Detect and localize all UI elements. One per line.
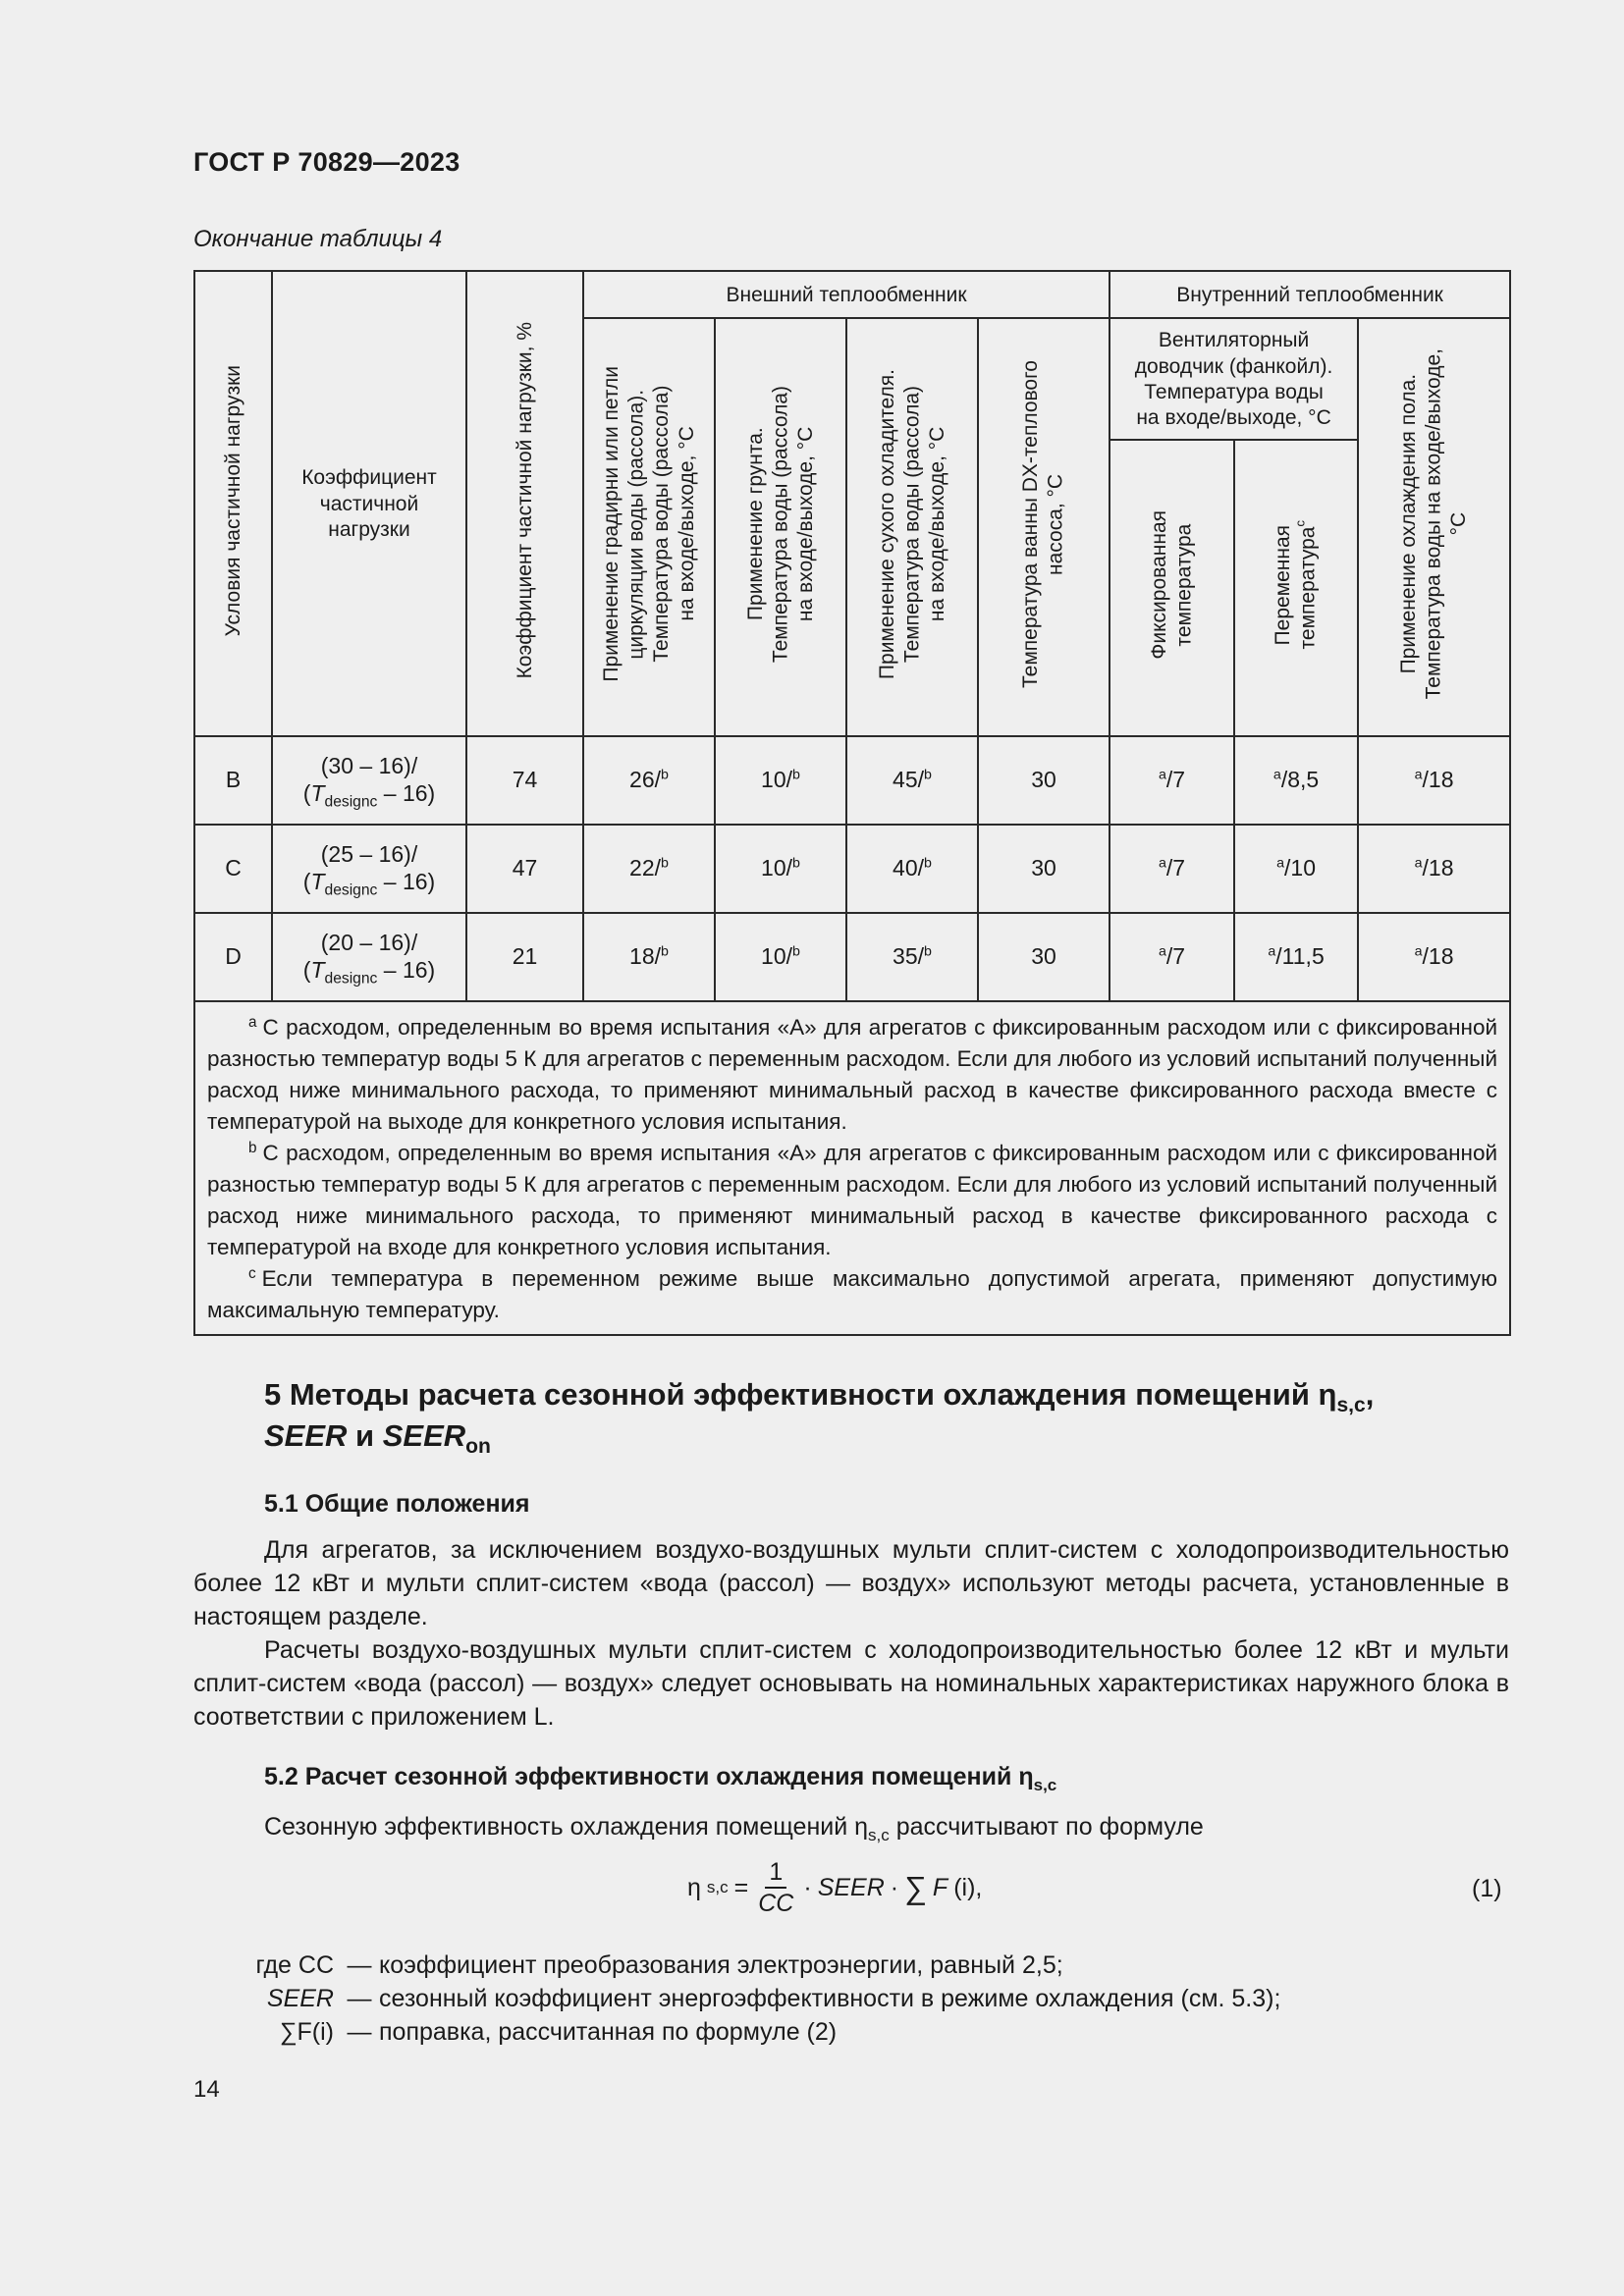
fraction: $\frac{1}{CC}$ [758, 1858, 794, 1917]
header-ground: Применение грунта. Температура воды (рассола) на входе/выходе, °С [715, 318, 846, 736]
header-inner-exchanger: Внутренний теплообменник [1110, 271, 1510, 318]
table-4 [193, 270, 1511, 1336]
header-tower: Применение градирни или петли циркуляции воды (рассола). Температура воды (рассола) на входе/выходе, °С [583, 318, 715, 736]
table-row: B (30 – 16)/ $(T_{designc} - 16)$ 74 26/$^b$ 10/$^b$ 45/$^b$ 30 $^a$/7 $^a$/8,5 $^a$/18 [194, 736, 1510, 825]
definitions-list [196, 1949, 1280, 2049]
list-item: где CC — коэффициент преобразования электроэнергии, равный 2,5; [255, 1951, 1063, 1979]
formula-intro: Сезонную эффективность охлаждения помещений $\eta_{s,c}$ рассчитывают по формуле [264, 1813, 1204, 1844]
header-drycooler: Применение сухого охладителя. Температура воды (рассола) на входе/выходе, °С [846, 318, 978, 736]
subsection-5-1-title: 5.1 Общие положения [264, 1490, 530, 1518]
paragraph-1: Для агрегатов, за исключением воздухо-воздушных мульти сплит-систем с холодопроизводительностью более 12 кВт и мульти сплит-систем «вода (рассол) — воздух» используют методы расчета, установленные в настоящем разделе. [193, 1536, 1509, 1630]
header-fixed: Фиксированная температура [1110, 440, 1234, 736]
header-coefficient: Коэффициент частичной нагрузки [272, 271, 466, 736]
footnote-c: $^c$ Если температура в переменном режиме выше максимально допустимой агрегата, применяют допустимую максимальную температуру. [207, 1264, 1498, 1322]
footnote-b: $^b$ С расходом, определенным во время испытания «А» для агрегатов с фиксированным расходом или с фиксированной разностью температур воды 5 К для агрегатов с переменным расходом. Если для любого из условий испытаний полученный расход ниже минимального расхода, то применяют минимальный расход в качестве фиксированного расхода с температурой на входе для конкретного условия испытания. [207, 1139, 1498, 1259]
table-row: C (25 – 16)/ $(T_{designc} - 16)$ 47 22/$^b$ 10/$^b$ 40/$^b$ 30 $^a$/7 $^a$/10 $^a$/18 [194, 825, 1510, 913]
table-caption: Окончание таблицы 4 [193, 226, 443, 252]
header-coefficient-pct: Коэффициент частичной нагрузки, % [466, 271, 583, 736]
table-footnotes [194, 1001, 1510, 1335]
list-item: SEER — сезонный коэффициент энергоэффективности в режиме охлаждения (см. 5.3); [266, 1985, 1281, 2012]
table-row: D (20 – 16)/ $(T_{designc} - 16)$ 21 18/$^b$ 10/$^b$ 35/$^b$ 30 $^a$/7 $^a$/11,5 $^a$/18 [194, 913, 1510, 1001]
paragraph-2: Расчеты воздухо-воздушных мульти сплит-систем с холодопроизводительностью более 12 кВт и мульти сплит-систем «вода (рассол) — воздух» следует основывать на номинальных характеристиках наружного блока в соответствии с приложением L. [193, 1636, 1509, 1731]
header-floor: Применение охлаждения пола. Температура воды на входе/выходе, °С [1358, 318, 1510, 736]
list-item: ∑F(i) — поправка, рассчитанная по формуле (2) [279, 2018, 838, 2046]
header-outer-exchanger: Внешний теплообменник [583, 271, 1110, 318]
header-fancoil: Вентиляторный доводчик (фанкойл). Температура воды на входе/выходе, °С [1110, 318, 1358, 440]
header-dx: Температура ванны DX-теплового насоса, °С [978, 318, 1110, 736]
section-5-title: 5 Методы расчета сезонной эффективности охлаждения помещений $\eta_{s,c}$, SEER и $SEER_{on}$ [264, 1377, 1375, 1459]
formula-1: η s,c = $\frac{1}{CC}$ · SEER · ∑ F (i), [687, 1858, 983, 1917]
footnote-a: $^a$ С расходом, определенным во время испытания «А» для агрегатов с фиксированным расходом или с фиксированной разностью температур воды 5 К для агрегатов с переменным расходом. Если для любого из условий испытаний полученный расход ниже минимального расхода, то применяют минимальный расход в качестве фиксированного расхода вместе с температурой на выходе для конкретного условия испытания. [207, 1013, 1498, 1134]
document-header: ГОСТ Р 70829—2023 [193, 147, 460, 177]
page-number: 14 [193, 2076, 220, 2103]
equation-number: (1) [1472, 1875, 1502, 1902]
header-condition: Условия частичной нагрузки [194, 271, 272, 736]
header-variable: Переменная температура$^c$ [1234, 440, 1358, 736]
subsection-5-2-title: 5.2 Расчет сезонной эффективности охлаждения помещений $\eta_{s,c}$ [264, 1763, 1057, 1794]
